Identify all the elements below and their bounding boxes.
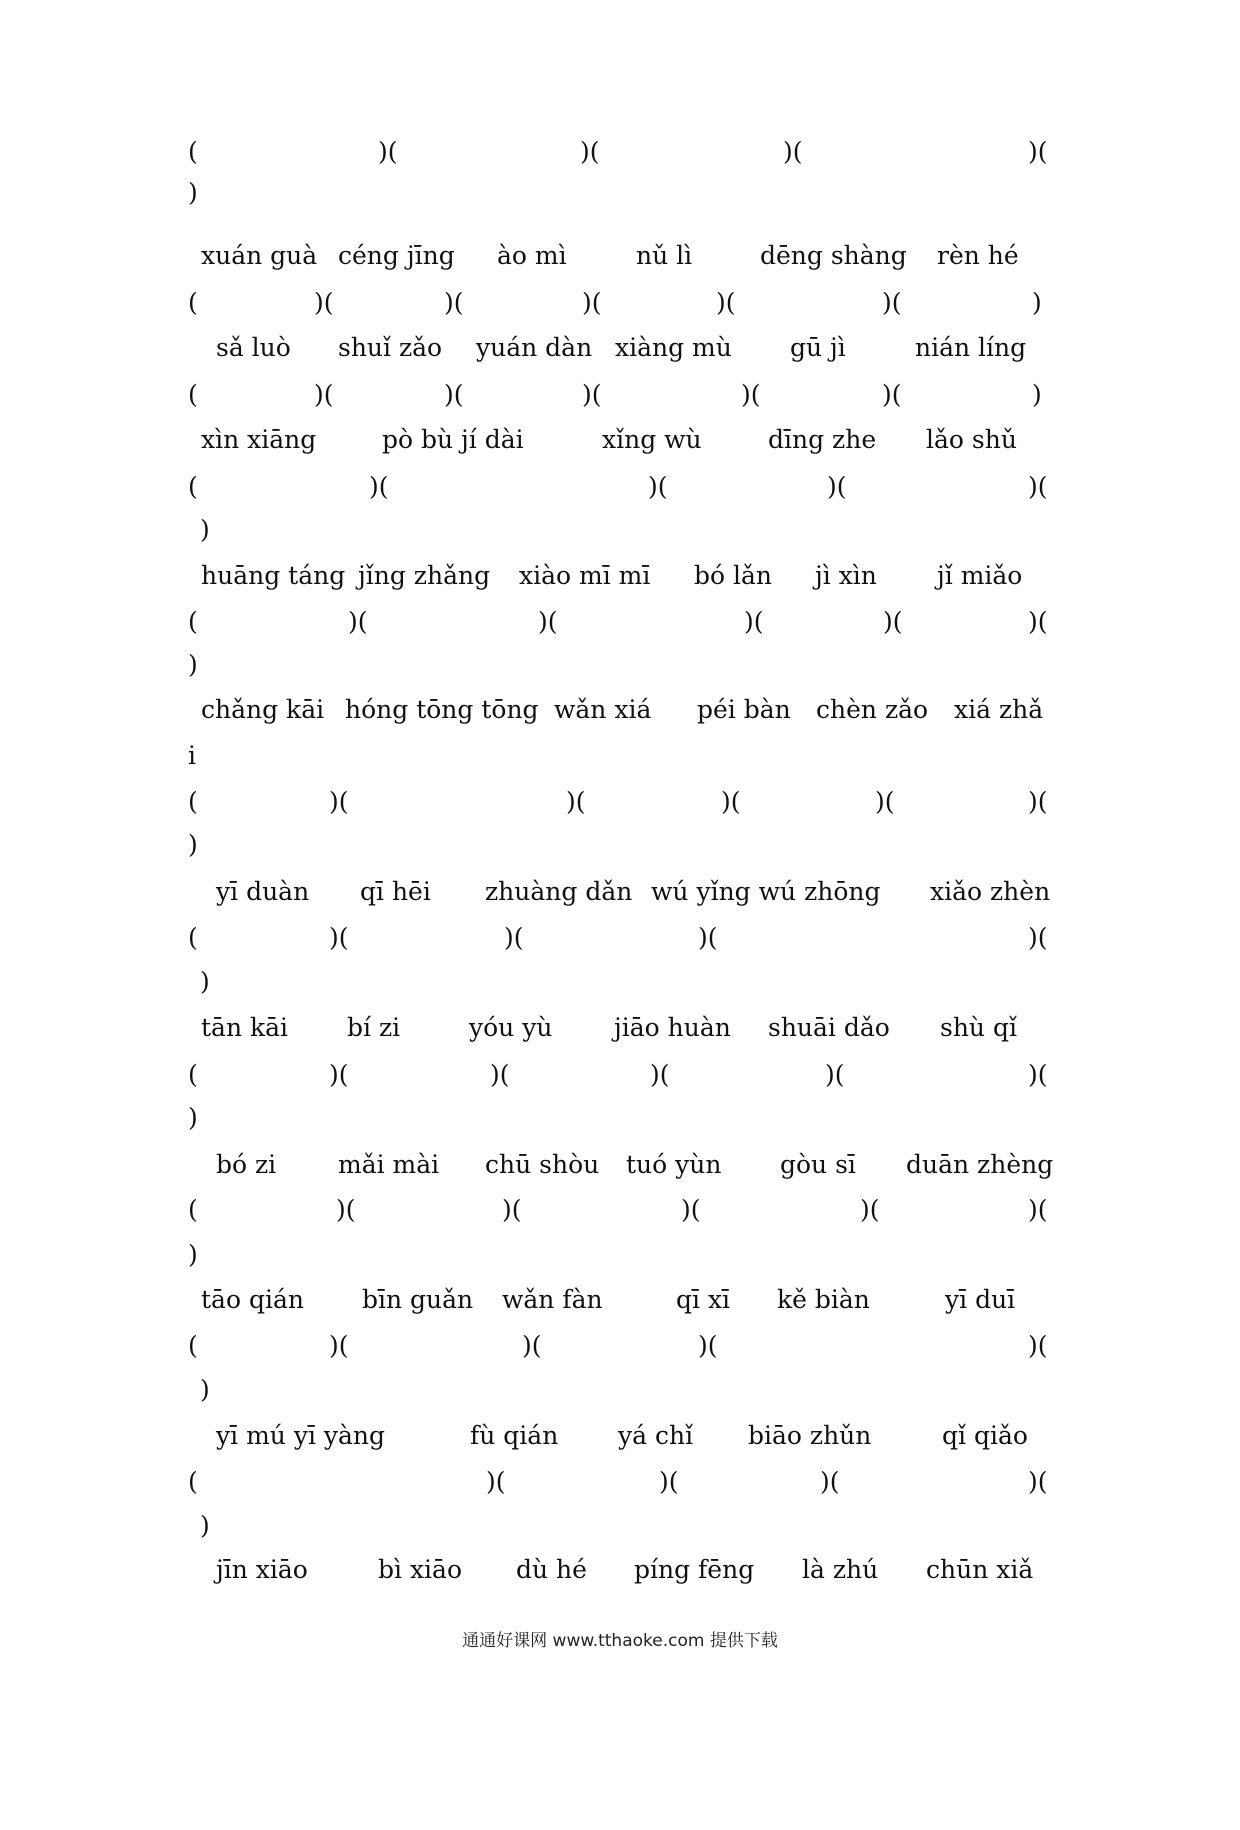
pinyin-word: tāo qián [201, 1285, 304, 1314]
pinyin-word: jīn xiāo [216, 1555, 308, 1584]
bracket-join: )( [744, 607, 764, 636]
pinyin-word: tān kāi [201, 1013, 289, 1042]
pinyin-word: zhuàng dǎn [485, 877, 633, 906]
bracket-join: )( [329, 1331, 349, 1360]
bracket-join: )( [486, 1467, 506, 1496]
bracket-row [0, 1190, 1240, 1230]
pinyin-row [0, 690, 1240, 730]
pinyin-word: céng jīng [338, 241, 455, 270]
bracket-close: ) [188, 1240, 198, 1269]
pinyin-word: biāo zhǔn [748, 1421, 872, 1450]
pinyin-word: xiàng mù [615, 333, 732, 362]
bracket-join: )( [444, 380, 464, 409]
pinyin-word-fragment: i [188, 741, 196, 770]
bracket-row [0, 1462, 1240, 1502]
pinyin-word: pò bù jí dài [382, 425, 524, 454]
bracket-row [0, 918, 1240, 958]
bracket-join: )( [698, 1331, 718, 1360]
bracket-wrap [0, 173, 1240, 213]
pinyin-word: yá chǐ [618, 1421, 694, 1450]
pinyin-word: xiào mī mī [519, 561, 651, 590]
bracket-wrap [0, 510, 1240, 550]
pinyin-word: duān zhèng [906, 1150, 1054, 1179]
bracket-open: ( [188, 1195, 198, 1224]
bracket-wrap [0, 1370, 1240, 1410]
pinyin-word: jǐng zhǎng [358, 561, 491, 590]
bracket-open: ( [188, 923, 198, 952]
bracket-wrap [0, 645, 1240, 685]
bracket-join: )( [444, 288, 464, 317]
bracket-join: )( [1028, 472, 1048, 501]
pinyin-row [0, 556, 1240, 596]
pinyin-word: yī mú yī yàng [216, 1421, 386, 1450]
bracket-open: ( [188, 1467, 198, 1496]
bracket-wrap [0, 962, 1240, 1002]
pinyin-word: jǐ miǎo [937, 561, 1023, 590]
pinyin-word: kě biàn [777, 1285, 870, 1314]
pinyin-word: yī duī [945, 1285, 1016, 1314]
bracket-row [0, 782, 1240, 822]
bracket-open: ( [188, 288, 198, 317]
bracket-open: ( [188, 787, 198, 816]
pinyin-word: dīng zhe [768, 425, 877, 454]
bracket-close: ) [200, 515, 210, 544]
pinyin-row [0, 1280, 1240, 1320]
pinyin-word: chǎng kāi [201, 695, 325, 724]
pinyin-word: wú yǐng wú zhōng [651, 877, 881, 906]
bracket-row [0, 283, 1240, 323]
pinyin-word: xuán guà [201, 241, 318, 270]
bracket-join: )( [648, 472, 668, 501]
bracket-join: )( [504, 923, 524, 952]
pinyin-word: bīn guǎn [362, 1285, 474, 1314]
pinyin-word: chū shòu [485, 1150, 600, 1179]
bracket-close: ) [200, 1511, 210, 1540]
pinyin-row [0, 1416, 1240, 1456]
pinyin-word: yī duàn [216, 877, 310, 906]
bracket-row [0, 1055, 1240, 1095]
pinyin-word: gòu sī [780, 1150, 856, 1179]
bracket-join: )( [716, 288, 736, 317]
pinyin-word: xìn xiāng [201, 425, 317, 454]
pinyin-word: dù hé [516, 1555, 587, 1584]
pinyin-word: bì xiāo [378, 1555, 462, 1584]
bracket-join: )( [314, 380, 334, 409]
pinyin-word: xiá zhǎ [954, 695, 1044, 724]
bracket-join: )( [329, 923, 349, 952]
pinyin-word: mǎi mài [338, 1150, 440, 1179]
pinyin-word: rèn hé [937, 241, 1019, 270]
pinyin-word: qǐ qiǎo [942, 1421, 1028, 1450]
pinyin-word: péi bàn [697, 695, 791, 724]
bracket-join: )( [882, 380, 902, 409]
pinyin-word: yuán dàn [476, 333, 593, 362]
bracket-join: )( [580, 137, 600, 166]
bracket-join: )( [741, 380, 761, 409]
pinyin-word: shù qǐ [940, 1013, 1017, 1042]
bracket-join: )( [1028, 1331, 1048, 1360]
pinyin-row [0, 236, 1240, 276]
bracket-join: )( [1028, 1060, 1048, 1089]
pinyin-word: yóu yù [469, 1013, 553, 1042]
bracket-row [0, 375, 1240, 415]
bracket-wrap [0, 1098, 1240, 1138]
pinyin-word: nǔ lì [636, 241, 693, 270]
bracket-join: )( [1028, 607, 1048, 636]
bracket-join: )( [721, 787, 741, 816]
bracket-join: )( [1028, 137, 1048, 166]
bracket-join: )( [1028, 923, 1048, 952]
bracket-row [0, 132, 1240, 172]
pinyin-word: jì xìn [815, 561, 877, 590]
bracket-join: )( [1028, 1467, 1048, 1496]
pinyin-row [0, 420, 1240, 460]
bracket-row [0, 1326, 1240, 1366]
pinyin-word: tuó yùn [626, 1150, 722, 1179]
pinyin-word: hóng tōng tōng [345, 695, 539, 724]
pinyin-word: wǎn fàn [502, 1285, 603, 1314]
bracket-join: )( [860, 1195, 880, 1224]
pinyin-row [0, 328, 1240, 368]
pinyin-word: bí zi [347, 1013, 401, 1042]
bracket-join: )( [336, 1195, 356, 1224]
bracket-close: ) [188, 1103, 198, 1132]
bracket-join: )( [348, 607, 368, 636]
bracket-open: ( [188, 137, 198, 166]
page-footer: 通通好课网 www.tthaoke.com 提供下载 [462, 1631, 778, 1651]
bracket-wrap [0, 825, 1240, 865]
bracket-row [0, 602, 1240, 642]
pinyin-word: shuǐ zǎo [338, 333, 443, 362]
pinyin-word: bó zi [216, 1150, 277, 1179]
bracket-join: )( [1028, 1195, 1048, 1224]
pinyin-row [0, 872, 1240, 912]
bracket-join: )( [659, 1467, 679, 1496]
pinyin-word: xǐng wù [602, 425, 702, 454]
bracket-open: ( [188, 1060, 198, 1089]
bracket-join: )( [825, 1060, 845, 1089]
bracket-join: )( [378, 137, 398, 166]
pinyin-row [0, 1550, 1240, 1590]
pinyin-row [0, 1008, 1240, 1048]
bracket-open: ( [188, 607, 198, 636]
bracket-join: )( [827, 472, 847, 501]
pinyin-word: píng fēng [634, 1555, 755, 1584]
pinyin-word: nián líng [915, 333, 1027, 362]
bracket-close: ) [188, 830, 198, 859]
pinyin-word: fù qián [470, 1421, 559, 1450]
bracket-row [0, 467, 1240, 507]
bracket-join: )( [490, 1060, 510, 1089]
bracket-close: ) [1032, 288, 1042, 317]
pinyin-word: là zhú [802, 1555, 879, 1584]
pinyin-word: jiāo huàn [614, 1013, 731, 1042]
pinyin-word: lǎo shǔ [926, 425, 1017, 454]
bracket-join: )( [329, 787, 349, 816]
bracket-join: )( [369, 472, 389, 501]
bracket-join: )( [875, 787, 895, 816]
bracket-join: )( [783, 137, 803, 166]
pinyin-wrap [0, 736, 1240, 776]
bracket-join: )( [566, 787, 586, 816]
pinyin-word: chūn xiǎ [926, 1555, 1034, 1584]
bracket-join: )( [522, 1331, 542, 1360]
bracket-join: )( [698, 923, 718, 952]
bracket-close: ) [200, 1375, 210, 1404]
pinyin-word: qī xī [676, 1285, 731, 1314]
pinyin-word: dēng shàng [760, 241, 907, 270]
bracket-open: ( [188, 1331, 198, 1360]
bracket-join: )( [582, 380, 602, 409]
bracket-join: )( [538, 607, 558, 636]
bracket-close: ) [188, 178, 198, 207]
pinyin-word: sǎ luò [216, 333, 291, 362]
bracket-close: ) [188, 650, 198, 679]
pinyin-word: chèn zǎo [816, 695, 929, 724]
pinyin-word: shuāi dǎo [768, 1013, 890, 1042]
bracket-wrap [0, 1235, 1240, 1275]
bracket-join: )( [502, 1195, 522, 1224]
pinyin-word: xiǎo zhèn [930, 877, 1051, 906]
pinyin-row [0, 1145, 1240, 1185]
bracket-join: )( [314, 288, 334, 317]
bracket-join: )( [883, 607, 903, 636]
bracket-join: )( [820, 1467, 840, 1496]
bracket-join: )( [650, 1060, 670, 1089]
bracket-join: )( [882, 288, 902, 317]
bracket-close: ) [1032, 380, 1042, 409]
pinyin-word: ào mì [497, 241, 567, 270]
bracket-join: )( [329, 1060, 349, 1089]
bracket-close: ) [200, 967, 210, 996]
pinyin-word: qī hēi [360, 877, 431, 906]
bracket-open: ( [188, 472, 198, 501]
pinyin-word: gū jì [790, 333, 846, 362]
bracket-join: )( [681, 1195, 701, 1224]
pinyin-word: huāng táng [201, 561, 346, 590]
bracket-open: ( [188, 380, 198, 409]
bracket-wrap [0, 1506, 1240, 1546]
bracket-join: )( [582, 288, 602, 317]
bracket-join: )( [1028, 787, 1048, 816]
pinyin-word: wǎn xiá [554, 695, 652, 724]
pinyin-word: bó lǎn [694, 561, 773, 590]
